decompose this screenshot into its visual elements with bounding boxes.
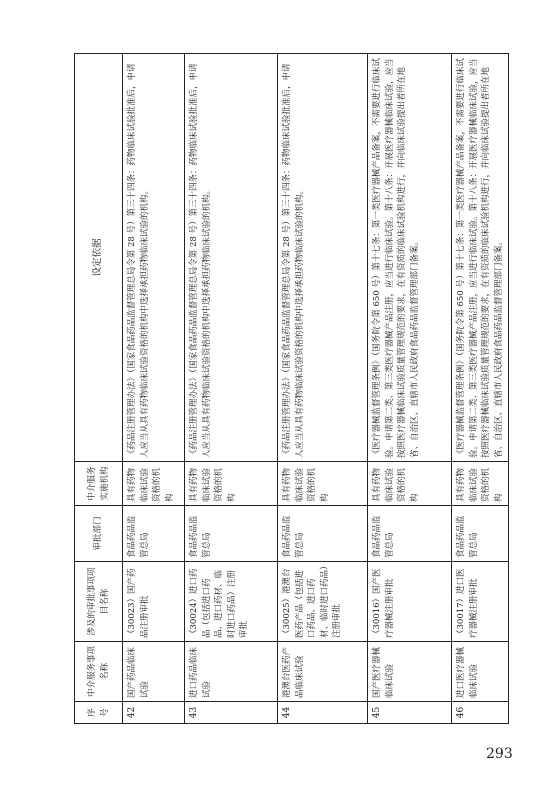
row-department: 食品药品监管总局 (185, 506, 278, 562)
row-approval-item: （30023）国产药品注册审批 (123, 562, 185, 642)
row-department: 食品药品监管总局 (368, 506, 452, 562)
row-agent-item: 国产药品临床试验 (123, 642, 185, 702)
row-basis: 《药品注册管理办法》（国家食品药品监督管理总局令第 28 号）第三十四条：药物临床试验批准后，申请人应当从具有药物临床试验资格的机构中选择承担药物临床试验的机构。 (185, 54, 278, 462)
intermediary-services-table (74, 53, 509, 724)
row-seq: 44 (278, 702, 368, 724)
table-row (278, 54, 368, 724)
row-approval-item: （30017）进口医疗器械注册审批 (452, 562, 509, 642)
page-number: 293 (486, 746, 513, 762)
row-basis: 《药品注册管理办法》（国家食品药品监督管理总局令第 28 号）第三十四条：药物临床试验批准后，申请人应当从具有药物临床试验资格的机构中选择承担药物临床试验的机构。 (278, 54, 368, 462)
row-department: 食品药品监管总局 (452, 506, 509, 562)
row-department: 食品药品监管总局 (123, 506, 185, 562)
row-seq: 45 (368, 702, 452, 724)
row-agent-item: 港澳台医药产品临床试验 (278, 642, 368, 702)
row-basis: 《医疗器械监督管理条例》（国务院令第 650 号）第十七条：第一类医疗器械产品备案，不需要进行临床试验。申请第二类、第三类医疗器械产品注册，应当进行临床试验。第十八条：开展医疗器械临床试验，应当按照医疗器械临床试验质量管理规范的要求，在有资质的临床试验机构进行，并向临床试验提出者所在地省、自治区、直辖市人民政府食品药品监督管理部门备案。 (452, 54, 509, 462)
row-provider: 具有药物临床试验资格的机构 (123, 462, 185, 506)
table-row (452, 54, 509, 724)
row-provider: 具有药物临床试验资格的机构 (278, 462, 368, 506)
row-agent-item: 国产医疗器械临床试验 (368, 642, 452, 702)
intermediary-services-table-wrapper (74, 54, 504, 724)
row-seq: 42 (123, 702, 185, 724)
header-basis: 设定依据 (75, 54, 123, 462)
table-row (185, 54, 278, 724)
row-seq: 46 (452, 702, 509, 724)
table-row (123, 54, 185, 724)
table-header-row (75, 54, 123, 724)
row-seq: 43 (185, 702, 278, 724)
row-agent-item: 进口药品临床试验 (185, 642, 278, 702)
row-approval-item: （30025）港澳台医药产品（包括进口药品、进口药材、临时进口药品）注册审批 (278, 562, 368, 642)
row-provider: 具有药物临床试验资格的机构 (452, 462, 509, 506)
row-basis: 《医疗器械监督管理条例》（国务院令第 650 号）第十七条：第一类医疗器械产品备案，不需要进行临床试验。申请第二类、第三类医疗器械产品注册，应当进行临床试验。第十八条：开展医疗器械临床试验，应当按照医疗器械临床试验质量管理规范的要求，在有资质的临床试验机构进行，并向临床试验提出者所在地省、自治区、直辖市人民政府食品药品监督管理部门备案。 (368, 54, 452, 462)
table-row (368, 54, 452, 724)
header-approval-item: 涉及的审批事项项目名称 (75, 562, 123, 642)
row-provider: 具有药物临床试验资格的机构 (368, 462, 452, 506)
row-provider: 具有药物临床试验资格的机构 (185, 462, 278, 506)
header-department: 审批部门 (75, 506, 123, 562)
header-seq: 序号 (75, 702, 123, 724)
row-agent-item: 进口医疗器械临床试验 (452, 642, 509, 702)
row-department: 食品药品监管总局 (278, 506, 368, 562)
header-provider: 中介服务实施机构 (75, 462, 123, 506)
header-agent-item: 中介服务事项名称 (75, 642, 123, 702)
row-basis: 《药品注册管理办法》（国家食品药品监督管理总局令第 28 号）第三十四条：药物临床试验批准后，申请人应当从具有药物临床试验资格的机构中选择承担药物临床试验的机构。 (123, 54, 185, 462)
row-approval-item: （30024）进口药品（包括进口药品、进口药材、临时进口药品）注册审批 (185, 562, 278, 642)
row-approval-item: （30016）国产医疗器械注册审批 (368, 562, 452, 642)
